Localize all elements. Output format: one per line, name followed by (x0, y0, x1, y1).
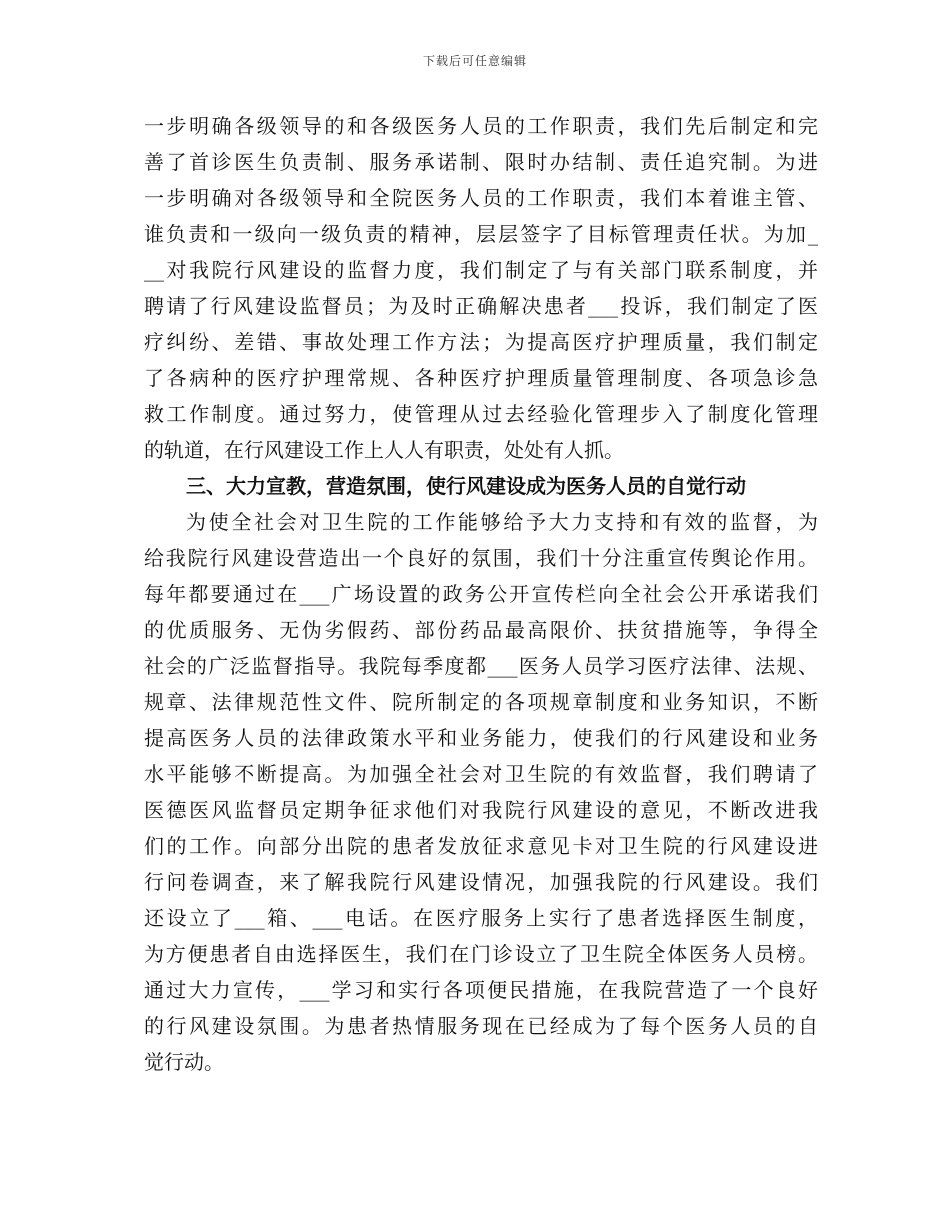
body-line: 水平能够不断提高。为加强全社会对卫生院的有效监督，我们聘请了 (144, 762, 818, 786)
body-line: 还设立了___箱、___电话。在医疗服务上实行了患者选择医生制度， (144, 906, 818, 930)
body-line: 一步明确对各级领导和全院医务人员的工作职责，我们本着谁主管、 (144, 186, 818, 210)
body-line: 的行风建设氛围。为患者热情服务现在已经成为了每个医务人员的自 (144, 1014, 818, 1038)
body-line: 社会的广泛监督指导。我院每季度都___医务人员学习医疗法律、法规、 (144, 654, 818, 678)
body-line: 的轨道，在行风建设工作上人人有职责，处处有人抓。 (144, 438, 624, 462)
page-header-note: 下载后可任意编辑 (422, 54, 527, 68)
body-line: 聘请了行风建设监督员；为及时正确解决患者___投诉，我们制定了医 (144, 294, 818, 318)
body-line: 了各病种的医疗护理常规、各种医疗护理质量管理制度、各项急诊急 (144, 366, 818, 390)
body-line: 每年都要通过在___广场设置的政务公开宣传栏向全社会公开承诺我们 (144, 582, 818, 606)
body-line: 们的工作。向部分出院的患者发放征求意见卡对卫生院的行风建设进 (144, 834, 818, 858)
body-line: 提高医务人员的法律政策水平和业务能力，使我们的行风建设和业务 (144, 726, 818, 750)
body-line: 救工作制度。通过努力，使管理从过去经验化管理步入了制度化管理 (144, 402, 818, 426)
body-line: 为使全社会对卫生院的工作能够给予大力支持和有效的监督，为 (186, 510, 818, 534)
section-heading: 三、大力宣教，营造氛围，使行风建设成为医务人员的自觉行动 (186, 474, 746, 498)
body-line: 为方便患者自由选择医生，我们在门诊设立了卫生院全体医务人员榜。 (144, 942, 818, 966)
body-line: 觉行动。 (144, 1050, 224, 1074)
body-line: 的优质服务、无伪劣假药、部份药品最高限价、扶贫措施等，争得全 (144, 618, 818, 642)
body-line: 医德医风监督员定期争征求他们对我院行风建设的意见，不断改进我 (144, 798, 818, 822)
body-line: 谁负责和一级向一级负责的精神，层层签字了目标管理责任状。为加_ (144, 222, 818, 246)
body-line: __对我院行风建设的监督力度，我们制定了与有关部门联系制度，并 (144, 258, 818, 282)
body-line: 善了首诊医生负责制、服务承诺制、限时办结制、责任追究制。为进 (144, 150, 818, 174)
body-line: 规章、法律规范性文件、院所制定的各项规章制度和业务知识，不断 (144, 690, 818, 714)
body-line: 一步明确各级领导的和各级医务人员的工作职责，我们先后制定和完 (144, 114, 818, 138)
body-line: 通过大力宣传，___学习和实行各项便民措施，在我院营造了一个良好 (144, 978, 818, 1002)
body-line: 疗纠纷、差错、事故处理工作方法；为提高医疗护理质量，我们制定 (144, 330, 818, 354)
document-body (144, 108, 818, 1080)
body-line: 给我院行风建设营造出一个良好的氛围，我们十分注重宣传舆论作用。 (144, 546, 818, 570)
body-line: 行问卷调查，来了解我院行风建设情况，加强我院的行风建设。我们 (144, 870, 818, 894)
